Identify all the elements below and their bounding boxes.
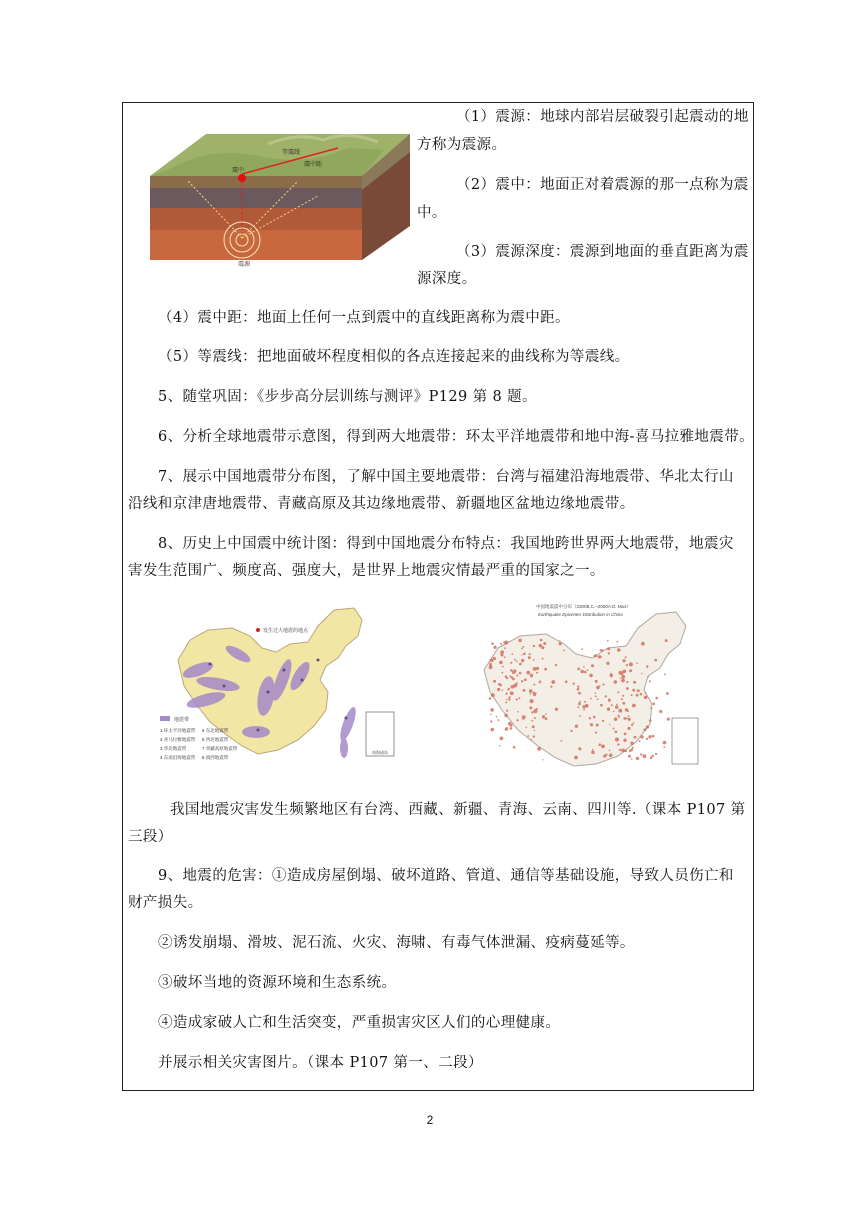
epicenter-dot xyxy=(536,672,538,674)
epicenter-dot xyxy=(628,715,630,717)
map-title-en: Earthquake Epicenter Distribution in China xyxy=(538,612,623,617)
epicenter-dot xyxy=(578,747,581,750)
label-epicenter: 震中 xyxy=(232,168,245,174)
epicenter-dot xyxy=(500,650,504,654)
epicenter-dot xyxy=(584,671,587,674)
epicenter-dot xyxy=(521,659,524,662)
epicenter-dot xyxy=(665,639,668,642)
epicenter-dot xyxy=(590,698,592,700)
text-line: （4）震中距：地面上任何一点到震中的直线距离称为震中距。 xyxy=(158,310,570,326)
epicenter-dot xyxy=(533,667,537,671)
legend-item: 4 东南沿海地震带 xyxy=(160,755,196,760)
map-title-cn: 中国地震震中分布（2300B.C.~2000A.D. M≥4） xyxy=(536,604,632,609)
epicenter-dot xyxy=(615,738,619,742)
epicenter-dot xyxy=(621,679,625,683)
epicenter-dot xyxy=(577,706,579,708)
epicenter-dot xyxy=(532,725,535,728)
epicenter-dot xyxy=(663,746,665,748)
epicenter-dot xyxy=(600,649,602,651)
epicenter-dot xyxy=(530,699,534,703)
epicenter-dot xyxy=(508,722,512,726)
epicenter-dot xyxy=(582,705,585,708)
epicenter-dot xyxy=(667,718,670,721)
epicenter-dot xyxy=(595,732,597,734)
text-line: 财产损失。 xyxy=(128,895,203,911)
epicenter-dot xyxy=(600,704,603,707)
text-line: 沿线和京津唐地震带、青藏高原及其边缘地震带、新疆地区盆地边缘地震带。 xyxy=(128,496,635,512)
epicenter-dot xyxy=(650,707,652,709)
epicenter-dot xyxy=(591,750,595,754)
epicenter-dot xyxy=(489,697,492,700)
epicenter-dot xyxy=(513,746,516,749)
epicenter-dot xyxy=(504,641,508,645)
epicenter-dot xyxy=(622,659,625,662)
epicenter-dot xyxy=(628,719,630,721)
epicenter-dot xyxy=(629,750,631,752)
epicenter-dot xyxy=(615,731,618,734)
epicenter-dot xyxy=(518,639,522,643)
epicenter-dot xyxy=(529,653,531,655)
epicenter-dot xyxy=(533,735,535,737)
epicenter-dot xyxy=(595,695,597,697)
epicenter-dot xyxy=(592,749,593,750)
epicenter-dot xyxy=(523,689,526,692)
epicenter-dot xyxy=(541,646,544,649)
epicenter-dot xyxy=(579,715,581,717)
legend-item: 2 喜马拉雅地震带 xyxy=(160,737,196,742)
label-distance: 震中距 xyxy=(304,162,323,168)
epicenter-dot xyxy=(617,691,619,693)
text-line: 7、展示中国地震带分布图，了解中国主要地震带：台湾与福建沿海地震带、华北太行山 xyxy=(158,469,734,485)
epicenter-dot xyxy=(493,646,496,649)
epicenter-dot xyxy=(636,694,639,697)
epicenter-dot xyxy=(608,652,610,654)
epicenter-dot xyxy=(609,750,611,752)
epicenter-dot xyxy=(550,686,552,688)
epicenter-dot xyxy=(575,725,578,728)
epicenter-dot xyxy=(528,656,531,659)
epicenter-dot xyxy=(522,646,524,648)
epicenter-dot xyxy=(619,749,621,751)
epicenter-dot xyxy=(619,671,623,675)
epicenter-dot xyxy=(632,689,635,692)
text-line: 中。 xyxy=(417,205,447,221)
epicenter-dot xyxy=(510,727,513,730)
legend-item: 1 环太平洋地震带 xyxy=(160,728,196,733)
text-line: 8、历史上中国震中统计图：得到中国地震分布特点：我国地跨世界两大地震带，地震灾 xyxy=(158,536,734,552)
epicenter-dot xyxy=(579,701,581,703)
epicenter-dot xyxy=(578,692,581,695)
epicenter-dot xyxy=(646,666,648,668)
legend-item: 6 西北地震带 xyxy=(202,737,229,742)
epicenter-dot xyxy=(648,676,650,678)
epicenter-dot xyxy=(559,640,560,641)
epicenter-dot xyxy=(505,693,507,695)
epicenter-dot xyxy=(499,745,501,747)
epicenter-dot xyxy=(595,692,597,694)
epicenter-dot xyxy=(563,649,565,651)
epicenter-dot xyxy=(574,756,578,760)
epicenter-dot xyxy=(631,724,633,726)
epicenter-dot xyxy=(631,694,633,696)
epicenter-dot xyxy=(617,648,621,652)
epicenter-dot xyxy=(507,688,509,690)
epicenter-dot xyxy=(533,659,535,661)
epicenter-dot xyxy=(536,708,538,710)
epicenter-dot xyxy=(626,687,629,690)
legend-item: 8 滇西地震带 xyxy=(202,755,229,760)
epicenter-dot xyxy=(614,680,618,684)
epicenter-dot xyxy=(655,753,657,755)
epicenter-dot xyxy=(627,727,630,730)
epicenter-dot xyxy=(623,739,626,742)
epicenter-dot xyxy=(616,704,618,706)
epicenter-dot xyxy=(578,703,581,706)
epicenter-dot xyxy=(489,665,493,669)
text-line: 并展示相关灾害图片。（课本 P107 第一、二段） xyxy=(158,1055,483,1071)
epicenter-dot xyxy=(500,737,504,741)
epicenter-dot xyxy=(634,736,637,739)
text-line: 5、随堂巩固：《步步高分层训练与测评》P129 第 8 题。 xyxy=(158,389,537,405)
epicenter-dot xyxy=(622,702,625,705)
epicenter-dot xyxy=(545,717,548,720)
epicenter-dot xyxy=(534,730,535,731)
epicenter-dot xyxy=(510,669,513,672)
epicenter-dot xyxy=(615,705,619,709)
epicenter-dot xyxy=(501,672,503,674)
epicenter-dot xyxy=(640,735,643,738)
epicenter-dot xyxy=(542,759,543,760)
epicenter-dot xyxy=(555,664,557,666)
epicenter-dot xyxy=(502,690,504,692)
epicenter-dot xyxy=(587,669,589,671)
epicenter-dot xyxy=(499,684,502,687)
epicenter-dot xyxy=(545,713,547,715)
epicenter-dot xyxy=(627,710,629,712)
epicenter-dot xyxy=(504,656,506,658)
text-line: 我国地震灾害发生频繁地区有台湾、西藏、新疆、青海、云南、四川等.（课本 P107 第 xyxy=(170,802,746,818)
epicenter-dot xyxy=(652,735,655,738)
epicenter-dot xyxy=(637,689,640,692)
epicenter-dot xyxy=(577,685,579,687)
epicenter-dot xyxy=(648,735,651,738)
epicenter-dot xyxy=(643,754,647,758)
epicenter-dot xyxy=(516,719,518,721)
epicenter-dot xyxy=(516,675,518,677)
epicenter-dot xyxy=(530,675,532,677)
epicenter-dot xyxy=(573,683,575,685)
epicenter-dot xyxy=(654,659,657,662)
epicenter-dot xyxy=(533,645,535,647)
text-line: （3）震源深度：震源到地面的垂直距离为震 xyxy=(456,244,749,260)
text-line: 方称为震源。 xyxy=(417,137,507,153)
epicenter-dot xyxy=(519,672,522,675)
epicenter-dot xyxy=(613,711,615,713)
epicenter-dot xyxy=(533,684,535,686)
epicenter-dot xyxy=(652,755,654,757)
epicenter-dot xyxy=(646,738,648,740)
epicenter-dot xyxy=(521,680,523,682)
epicenter-dot xyxy=(626,681,628,683)
epicenter-dot xyxy=(490,708,494,712)
epicenter-dot xyxy=(617,743,619,745)
epicenter-dot xyxy=(491,642,494,645)
text-line: （2）震中：地面正对着震源的那一点称为震 xyxy=(456,177,749,193)
epicenter-dot xyxy=(663,741,667,745)
epicenter-dot xyxy=(555,708,558,711)
epicenter-dot xyxy=(514,659,516,661)
epicenter-dot xyxy=(636,663,638,665)
epicenter-dot xyxy=(583,709,585,711)
epicenter-dot xyxy=(530,693,532,695)
epicenter-dot xyxy=(504,647,506,649)
epicenter-dot xyxy=(539,681,541,683)
epicenter-dot xyxy=(526,671,530,675)
text-line: ②诱发崩塌、滑坡、泥石流、火灾、海啸、有毒气体泄漏、疫病蔓延等。 xyxy=(158,935,635,951)
epicenter-dot xyxy=(593,716,596,719)
epicenter-dot xyxy=(504,714,508,718)
epicenter-dot xyxy=(599,685,601,687)
epicenter-dot xyxy=(613,728,615,730)
epicenter-dot xyxy=(543,642,546,645)
epicenter-dot xyxy=(505,701,507,703)
epicenter-dot xyxy=(631,758,633,760)
epicenter-dot xyxy=(497,688,500,691)
epicenter-dot xyxy=(498,719,500,721)
epicenter-dot xyxy=(601,745,605,749)
epicenter-dot xyxy=(577,668,580,671)
earthquake-block-diagram xyxy=(148,126,410,268)
epicenter-dot xyxy=(589,717,591,719)
epicenter-dot xyxy=(529,706,532,709)
epicenter-dot xyxy=(645,692,647,694)
epicenter-dot xyxy=(603,755,606,758)
epicenter-dot xyxy=(533,693,536,696)
epicenter-dot xyxy=(636,757,639,760)
epicenter-dot xyxy=(629,662,633,666)
epicenter-dot xyxy=(542,715,545,718)
epicenter-dot xyxy=(596,724,599,727)
epicenter-dot xyxy=(641,673,642,674)
epicenter-dot xyxy=(513,684,516,687)
epicenter-dot xyxy=(560,740,562,742)
epicenter-dot xyxy=(490,659,494,663)
epicenter-dot xyxy=(624,733,627,736)
epicenter-dot xyxy=(606,662,609,665)
epicenter-dot xyxy=(664,673,666,675)
epicenter-dot xyxy=(618,709,622,713)
epicenter-dot xyxy=(513,669,516,672)
epicenter-dot xyxy=(609,724,610,725)
epicenter-dot xyxy=(621,698,623,700)
epicenter-dot xyxy=(500,643,502,645)
china-epicenter-distribution-map xyxy=(476,600,704,778)
epicenter-dot xyxy=(640,753,642,755)
epicenter-dot xyxy=(632,704,636,708)
epicenter-dot xyxy=(577,688,580,691)
epicenter-dot xyxy=(611,704,613,706)
epicenter-dot xyxy=(583,666,585,668)
epicenter-dot xyxy=(526,727,528,729)
epicenter-dot xyxy=(626,664,628,666)
epicenter-dot xyxy=(602,720,604,722)
epicenter-dot xyxy=(639,740,641,742)
epicenter-dot xyxy=(517,711,519,713)
epicenter-dot xyxy=(633,722,635,724)
epicenter-dot xyxy=(496,716,498,718)
epicenter-dot xyxy=(516,682,518,684)
epicenter-dot xyxy=(527,735,529,737)
epicenter-dot xyxy=(630,742,633,745)
text-line: ③破坏当地的资源环境和生态系统。 xyxy=(158,975,397,991)
epicenter-dot xyxy=(629,669,632,672)
epicenter-dot xyxy=(516,661,518,663)
china-seismic-belt-map xyxy=(158,600,398,772)
epicenter-dot xyxy=(659,710,662,713)
epicenter-dot xyxy=(621,675,625,679)
epicenter-dot xyxy=(607,647,610,650)
epicenter-dot xyxy=(542,658,544,660)
text-line: （1）震源：地球内部岩层破裂引起震动的地 xyxy=(456,109,749,125)
epicenter-dot xyxy=(628,755,631,758)
legend-item: 3 华北地震带 xyxy=(160,746,187,751)
label-focus: 震源 xyxy=(238,262,251,268)
epicenter-dot xyxy=(490,714,492,716)
legend-item: 7 青藏高原地震带 xyxy=(202,746,238,751)
legend-title: 发生过大地震的地点 xyxy=(263,628,309,634)
page-number: 2 xyxy=(426,1113,434,1127)
epicenter-dot xyxy=(570,730,572,732)
text-line: 源深度。 xyxy=(417,271,477,287)
epicenter-dot xyxy=(633,681,636,684)
epicenter-dot xyxy=(499,661,503,665)
epicenter-dot xyxy=(644,696,648,700)
epicenter-dot xyxy=(632,747,634,749)
epicenter-dot xyxy=(640,693,643,696)
epicenter-dot xyxy=(649,719,651,721)
epicenter-dot xyxy=(523,653,526,656)
epicenter-dot xyxy=(589,674,593,678)
epicenter-dot xyxy=(508,698,510,700)
epicenter-dot xyxy=(506,710,508,712)
epicenter-dot xyxy=(537,747,541,751)
epicenter-dot xyxy=(540,639,543,642)
epicenter-dot xyxy=(616,641,618,643)
epicenter-dot xyxy=(521,648,523,650)
epicenter-dot xyxy=(508,696,510,698)
text-line: （5）等震线：把地面破坏程度相似的各点连接起来的曲线称为等震线。 xyxy=(158,349,630,365)
epicenter-dot xyxy=(607,707,610,710)
epicenter-dot xyxy=(490,720,492,722)
label-isoseismal: 等震线 xyxy=(282,150,301,156)
epicenter-dot xyxy=(591,664,594,667)
epicenter-dot xyxy=(617,715,619,717)
epicenter-dot xyxy=(531,711,533,713)
epicenter-dot xyxy=(605,695,607,697)
epicenter-dot xyxy=(599,743,602,746)
inset-label: 南海诸岛 xyxy=(372,750,388,755)
epicenter-dot xyxy=(519,663,522,666)
epicenter-dot xyxy=(641,642,645,646)
epicenter-dot xyxy=(506,677,508,679)
epicenter-dot xyxy=(602,683,604,685)
legend-item: 5 东北地震带 xyxy=(202,728,229,733)
epicenter-dot xyxy=(584,701,586,703)
epicenter-dot xyxy=(559,642,562,645)
epicenter-dot xyxy=(523,717,525,719)
epicenter-dot xyxy=(614,717,618,721)
epicenter-dot xyxy=(590,723,593,726)
epicenter-dot xyxy=(516,698,518,700)
epicenter-dot xyxy=(621,749,625,753)
epicenter-dot xyxy=(594,654,597,657)
epicenter-dot xyxy=(509,675,511,677)
epicenter-dot xyxy=(502,666,504,668)
epicenter-dot xyxy=(491,693,495,697)
epicenter-dot xyxy=(623,670,627,674)
epicenter-dot xyxy=(510,691,514,695)
epicenter-dot xyxy=(506,699,507,700)
epicenter-dot xyxy=(521,654,522,655)
epicenter-dot xyxy=(565,680,568,683)
epicenter-dot xyxy=(666,692,669,695)
epicenter-dot xyxy=(655,697,658,700)
epicenter-dot xyxy=(609,754,613,758)
epicenter-dot xyxy=(597,698,599,700)
epicenter-dot xyxy=(607,640,609,642)
epicenter-dot xyxy=(643,728,646,731)
epicenter-dot xyxy=(625,656,627,658)
text-line: 害发生范围广、频度高、强度大，是世界上地震灾情最严重的国家之一。 xyxy=(128,563,605,579)
epicenter-dot xyxy=(608,699,611,702)
epicenter-dot xyxy=(551,680,555,684)
text-line: 6、分析全球地震带示意图，得到两大地震带：环太平洋地震带和地中海-喜马拉雅地震带。 xyxy=(158,429,755,445)
epicenter-dot xyxy=(649,680,651,682)
epicenter-dot xyxy=(622,695,624,697)
epicenter-dot xyxy=(544,668,547,671)
text-line: 三段） xyxy=(128,829,173,845)
epicenter-dot xyxy=(653,702,656,705)
text-line: ④造成家破人亡和生活突变，严重损害灾区人们的心理健康。 xyxy=(158,1015,561,1031)
epicenter-dot xyxy=(524,678,527,681)
epicenter-dot xyxy=(511,653,513,655)
epicenter-dot xyxy=(581,648,583,650)
epicenter-dot xyxy=(531,739,532,740)
epicenter-dot xyxy=(580,670,584,674)
legend-head: 地震带 xyxy=(174,717,190,723)
epicenter-dot xyxy=(623,717,626,720)
epicenter-dot xyxy=(505,727,508,730)
epicenter-dot xyxy=(534,717,536,719)
epicenter-dot xyxy=(646,725,649,728)
epicenter-dot xyxy=(518,697,520,699)
epicenter-dot xyxy=(595,680,598,683)
text-line: 9、地震的危害：①造成房屋倒塌、破坏道路、管道、通信等基础设施，导致人员伤亡和 xyxy=(158,868,734,884)
epicenter-dot xyxy=(493,680,496,683)
epicenter-dot xyxy=(529,689,533,693)
epicenter-dot xyxy=(491,728,495,732)
epicenter-dot xyxy=(531,720,533,722)
epicenter-dot xyxy=(650,756,653,759)
epicenter-dot xyxy=(510,662,512,664)
epicenter-dot xyxy=(610,674,613,677)
epicenter-dot xyxy=(598,655,601,658)
epicenter-dot xyxy=(620,678,621,679)
